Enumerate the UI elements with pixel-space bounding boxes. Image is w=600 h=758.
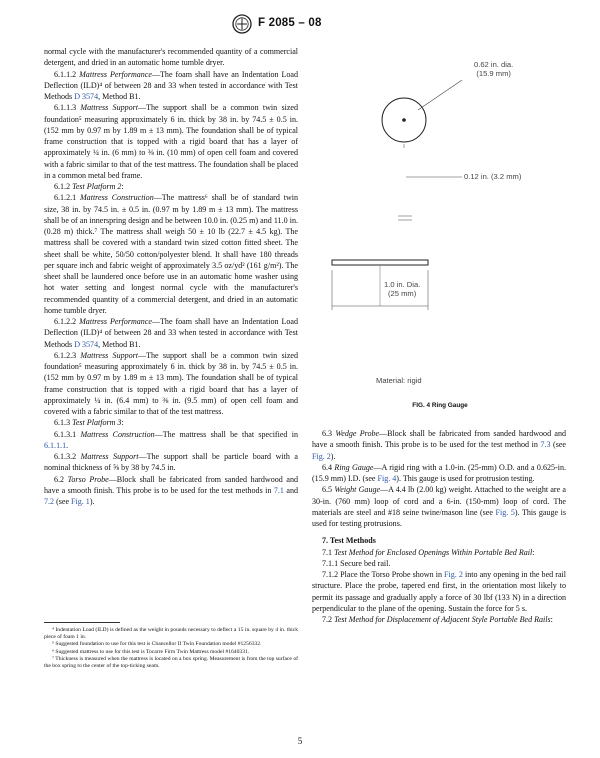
italic-text: Mattress Construction [80,429,155,439]
text-run: 7.1 [322,547,335,557]
document-id: F 2085 – 08 [258,17,322,29]
text-run: 7.1.1 Secure bed rail. [322,558,391,568]
text-run: —A rigid ring with a 1.0-in. (25-mm) O.D. and a 0.625-in. (15.9 mm) I.D. (see [312,462,566,483]
footnote: ⁷ Thickness is measured when the mattress is located on a box spring. Measurement is from the top surface of the box spring to the center of the top-ticking seam. [44,655,298,670]
paragraph [44,350,298,418]
italic-text: Mattress Performance [79,317,152,326]
text-run: —The support shall be a common twin sized foundation⁵ measuring approximately 6 in. thick by 38 in. by 74.5 ± 0.5 in. (152 mm by 0.97 m by 1.89 m ± 13 mm). The foundation shall be of typical frame construction that is topped with a rigid board that has a layer of approximately ¼ in. (6.4 mm) to ⅜ in. (9.5 mm) of open cell foam and covered with a fabric similar to that of the test mattress. [44,350,298,416]
thickness-label: 0.12 in. (3.2 mm) [464,172,522,181]
text-run: into any opening in the bed rail structure. Place the probe, tapered end first, in the orientation most likely to permit its passage and gradually apply a force of 30 lbf (133 N) in a direction perpendicular to the plane of the opening. Sustain the force for 5 s. [312,570,566,613]
cross-reference-link[interactable]: Fig. 5 [495,507,515,517]
ring-center-dot [402,118,406,122]
italic-text: Mattress Support [80,103,139,113]
text-run: (see [550,440,566,450]
paragraph [312,614,566,625]
text-run: 6.1.2.3 [54,350,81,360]
text-run: 6.1.3.1 [54,429,81,439]
paragraph [44,69,298,103]
astm-logo-icon [232,14,252,34]
text-run: (see [54,497,72,506]
text-run: ). [330,451,336,461]
cross-reference-link[interactable]: Fig. 4 [377,474,397,483]
text-run: , Method B1. [98,339,141,349]
cross-reference-link[interactable]: 7.2 [44,497,55,506]
footnote-rule [44,622,120,623]
text-run: —Block shall be fabricated from sanded hardwood and have a smooth finish. This probe is to be used for the test method in [312,429,566,450]
paragraph [44,474,298,508]
text-run: —The mattress⁶ shall be of standard twin size, 38 in. by 74.5 in. ± 0.5 in. (0.97 m by 1.89 m ± 13 mm). The mattress shall be of an innerspring design and be between 10.0 in. (0.25 m) and 11.0 in. (0.28 m) thick.⁷ The mattress shall weigh 50 ± 10 lb (22.7 ± 4.5 kg). The mattress shall be covered with a standard twin sized cotton fitted sheet. The sheet shall be white, 50/50 cotton/polyester blend. It shall have 180 threads per square inch and fabric weight of approximately 3.5 oz/yd² (161 g/m²). The sheet shall be laundered once before use in an automatic home washer using hot water setting and longest normal cycle with the manufacturer's recommended quantity of a commercial detergent, and dried in an automatic home tumble dryer. [44,193,299,315]
text-run: 6.2 [54,474,68,484]
paragraph [312,569,566,614]
page-header [0,14,600,36]
hole-leader-line [418,80,462,110]
paragraph [44,429,298,452]
text-run: —A 4.4 lb (2.00 kg) weight. Attached to the weight are a 30-in. (760 mm) loop of cord and a 6-in. (150-mm) loop of cord. The materials are steel and #18 seine twine/mason line (see [312,485,566,517]
text-run: : [550,615,553,624]
text-run: 6.3 [322,429,336,438]
hole-diameter-label [474,60,513,78]
paragraph [312,462,566,485]
text-run: : [121,182,124,191]
cross-reference-link[interactable]: Fig. 2 [312,451,331,461]
italic-text: Test Platform 2 [72,182,122,191]
figure-ring-gauge [312,44,568,416]
italic-text: Mattress Construction [79,193,154,203]
paragraph [44,316,298,350]
paragraph [312,558,566,569]
text-run: 6.1.1.2 [54,69,80,79]
footnote: ⁶ Suggested mattress to use for this test is Tocarre Firm Twin Mattress model #1640331. [52,648,250,655]
cross-reference-link[interactable]: Fig. 2 [444,570,463,579]
outer-diameter-label [384,280,420,298]
text-run: —The support shall be particle board with a nominal thickness of ⅝ by 38 by 74.5 in. [44,452,298,473]
ring-side-profile [332,260,428,265]
paragraph [44,451,298,474]
text-run: ). [89,497,95,506]
outer-diameter-mm: (25 mm) [388,289,417,298]
cross-reference-link[interactable]: 7.1 [273,485,284,495]
text-run: —Block shall be fabricated from sanded hardwood and have a smooth finish. This probe is to be used for the test methods in [44,474,298,495]
paragraph [44,102,298,181]
footnote: ⁵ Suggested foundation to use for this test is Chancellor II Twin Foundation model #1256332. [52,641,262,648]
paragraph [44,417,298,428]
paragraph [312,547,566,558]
hole-diameter-mm: (15.9 mm) [476,69,511,78]
paragraph [44,192,298,316]
italic-text: Weight Gauge [334,485,381,495]
ring-gauge-drawing [312,44,568,416]
cross-reference-link[interactable]: Fig. 1 [71,497,90,506]
left-column [44,46,298,507]
text-run: : [121,418,124,428]
text-run: 7.2 [322,615,335,624]
text-run: —The mattress shall be that specified in [154,429,299,439]
cross-reference-link[interactable]: D 3574 [74,339,99,349]
text-run: . [66,440,69,450]
italic-text: Ring Gauge [334,462,374,472]
footnotes [44,627,298,670]
italic-text: Mattress Support [80,452,139,461]
text-run: , Method B1. [98,92,141,101]
paragraph [312,484,566,529]
paragraph [312,428,566,462]
text-run: normal cycle with the manufacturer's recommended quantity of a commercial detergent, and dried in an automatic home tumble dryer. [44,47,298,68]
cross-reference-link[interactable]: 6.1.1.1 [44,440,67,450]
text-run: 7. Test Methods [322,536,376,546]
page-number: 5 [297,736,303,746]
italic-text: Mattress Support [80,350,139,360]
text-run: —The support shall be a common twin sized foundation⁵ measuring approximately 6 in. thick by 38 in. by 74.5 ± 0.5 in. (152 mm by 0.97 m by 1.89 m ± 13 mm). The foundation shall be of typical frame construction that is topped with a rigid board that has a layer of approximately ¼ in. (6 mm) to ⅜ in. (10 mm) of open cell foam and covered with a fabric similar to that of the test mattress. The foundation shall be placed in a common metal bed frame. [44,103,298,180]
text-run: ). This gauge is used for testing protrusions. [312,507,566,528]
footnote: ⁴ Indentation Load (ILD) is defined as the weight in pounds necessary to deflect a 15 in. square by 4 in. thick piece of foam 1 in. [44,627,298,641]
italic-text: Torso Probe [67,474,109,484]
italic-text: Test Method for Enclosed Openings Within Portable Bed Rail [334,547,533,557]
text-run: 6.1.3.2 [54,452,81,461]
material-label: Material: rigid [376,376,422,385]
section-heading [312,535,566,546]
italic-text: Mattress Performance [79,69,152,79]
text-run: 6.4 [322,462,335,472]
text-run: 6.1.2.1 [54,193,80,203]
right-column [312,428,566,625]
text-run: —The foam shall have an Indentation Load Deflection (ILD)⁴ of between 28 and 33 when tested in accordance with Test Methods [44,317,299,349]
text-run: and [283,485,298,495]
text-run: 6.1.2 [54,182,73,191]
text-run: ). This gauge is used for protrusion testing. [396,474,535,483]
text-run: 6.5 [322,485,335,495]
italic-text: Test Platform 3 [72,418,122,428]
outer-diameter-inches: 1.0 in. Dia. [384,280,421,289]
paragraph [44,46,298,69]
italic-text: Test Method for Displacement of Adjacent Style Portable Bed Rails [334,615,551,624]
text-run: 6.1.1.3 [54,103,81,113]
text-run: 6.1.2.2 [54,317,80,326]
text-run: : [532,547,535,557]
paragraph [44,181,298,192]
figure-caption: FIG. 4 Ring Gauge [412,402,468,409]
text-run: —The foam shall have an Indentation Load Deflection (ILD)⁴ of between 28 and 33 when tested in accordance with Test Methods [44,69,299,101]
italic-text: Wedge Probe [335,429,380,438]
cross-reference-link[interactable]: D 3574 [74,92,99,101]
hole-diameter-inches: 0.62 in. dia. [474,60,514,69]
cross-reference-link[interactable]: 7.3 [540,440,551,450]
text-run: 6.1.3 [54,418,73,428]
text-run: 7.1.2 Place the Torso Probe shown in [322,570,445,579]
